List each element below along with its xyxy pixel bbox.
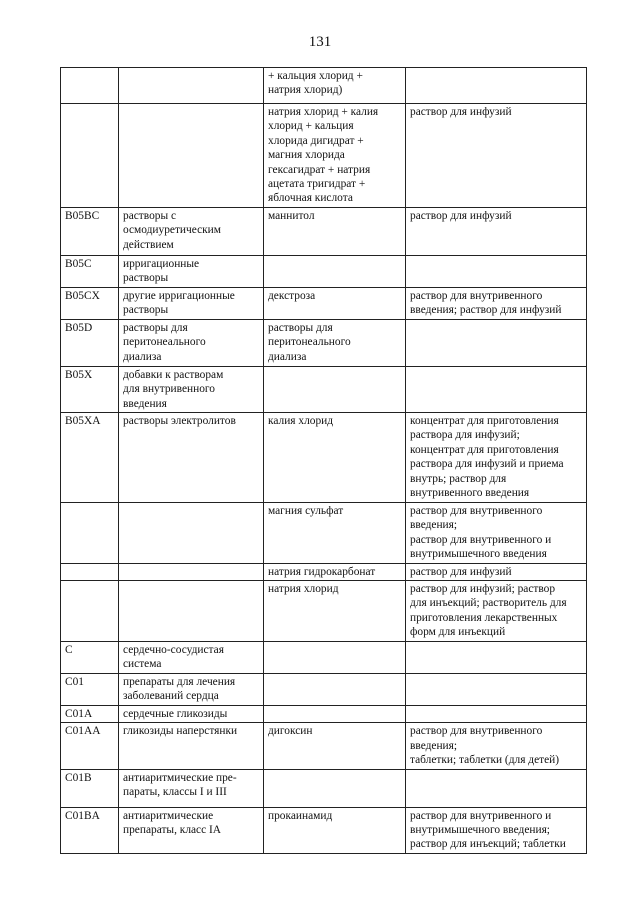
group-name-cell — [119, 256, 264, 288]
drug-name-text: дигоксин — [268, 725, 313, 738]
table-row — [61, 563, 587, 580]
atc-code-text: C01 — [65, 675, 84, 688]
table-row — [61, 68, 587, 104]
table-row — [61, 256, 587, 288]
dosage-form-cell — [406, 256, 587, 288]
drug-name-text: натрия хлорид — [268, 583, 339, 596]
drug-name-cell — [264, 723, 406, 769]
group-name-cell — [119, 104, 264, 208]
drug-name-cell — [264, 581, 406, 642]
drug-name-text: маннитол — [268, 210, 315, 222]
drug-name-cell — [264, 769, 406, 807]
group-name-text: препараты для лечения заболеваний сердца — [123, 675, 236, 703]
dosage-form-cell — [406, 705, 587, 722]
drug-name-text: + кальция хлорид + натрия хлорид) — [268, 70, 363, 97]
dosage-form-cell — [406, 581, 587, 642]
table-body — [61, 68, 587, 854]
group-name-cell — [119, 288, 264, 320]
drug-name-text: прокаинамид — [268, 809, 333, 822]
drug-name-cell — [264, 68, 406, 104]
table-row — [61, 705, 587, 722]
dosage-form-cell — [406, 413, 587, 503]
group-name-text: растворы с осмодиуретическим действием — [123, 210, 221, 251]
group-name-text: антиаритмические препараты, класс IA — [123, 809, 222, 836]
atc-code-text: C01BA — [65, 809, 100, 822]
table-row — [61, 503, 587, 564]
table-row — [61, 366, 587, 412]
dosage-form-text: раствор для внутривенного введения; таблетки; таблетки (для детей) — [410, 725, 560, 767]
group-name-text: гликозиды наперстянки — [123, 725, 238, 738]
group-name-text: сердечные гликозиды — [123, 707, 228, 720]
atc-code-text: B05XA — [65, 415, 101, 428]
atc-code-cell — [61, 319, 119, 366]
group-name-text: ирригационные растворы — [123, 258, 200, 285]
dosage-form-text: раствор для внутривенного и внутримышечного введения; раствор для инъекций; таблетки — [410, 809, 566, 851]
table-row — [61, 769, 587, 807]
group-name-cell — [119, 366, 264, 412]
dosage-form-cell — [406, 723, 587, 769]
table-row — [61, 413, 587, 503]
page-number: 131 — [308, 34, 332, 50]
atc-code-cell — [61, 256, 119, 288]
table-row — [61, 581, 587, 642]
dosage-form-text: раствор для инфузий — [410, 565, 512, 578]
medication-table — [60, 67, 587, 854]
atc-code-cell — [61, 68, 119, 104]
atc-code-text: C01A — [65, 707, 93, 720]
group-name-cell — [119, 503, 264, 564]
drug-name-text: натрия хлорид + калия хлорид + кальция хлорида дигидрат + магния хлорида гексагидрат + натрия ацетата тригидрат + яблочная кислота — [268, 106, 379, 205]
atc-code-cell — [61, 705, 119, 722]
table-row — [61, 723, 587, 769]
group-name-cell — [119, 581, 264, 642]
group-name-text: другие ирригационные растворы — [123, 290, 235, 317]
atc-code-text: B05CX — [65, 290, 100, 302]
atc-code-cell — [61, 723, 119, 769]
group-name-text: антиаритмические пре- параты, классы I и III — [123, 771, 237, 798]
drug-name-cell — [264, 208, 406, 256]
atc-code-cell — [61, 642, 119, 674]
atc-code-cell — [61, 563, 119, 580]
atc-code-cell — [61, 581, 119, 642]
atc-code-text: C — [65, 644, 73, 657]
table-row — [61, 104, 587, 208]
drug-name-cell — [264, 503, 406, 564]
drug-name-cell — [264, 256, 406, 288]
drug-name-cell — [264, 705, 406, 722]
drug-name-cell — [264, 319, 406, 366]
dosage-form-cell — [406, 319, 587, 366]
dosage-form-text: раствор для инфузий; раствор для инъекций; растворитель для приготовления лекарственных форм для инъекций — [410, 583, 567, 639]
atc-code-text: B05X — [65, 368, 93, 381]
dosage-form-cell — [406, 642, 587, 674]
atc-code-cell — [61, 769, 119, 807]
group-name-cell — [119, 208, 264, 256]
group-name-cell — [119, 319, 264, 366]
table-row — [61, 673, 587, 705]
atc-code-cell — [61, 208, 119, 256]
group-name-text: добавки к растворам для внутривенного введения — [123, 368, 224, 410]
group-name-cell — [119, 807, 264, 853]
drug-name-cell — [264, 642, 406, 674]
dosage-form-cell — [406, 68, 587, 104]
dosage-form-cell — [406, 769, 587, 807]
dosage-form-cell — [406, 104, 587, 208]
table-row — [61, 208, 587, 256]
dosage-form-cell — [406, 563, 587, 580]
group-name-text: сердечно-сосудистая система — [123, 644, 224, 671]
drug-name-text: магния сульфат — [268, 505, 344, 518]
atc-code-cell — [61, 807, 119, 853]
group-name-text: растворы электролитов — [123, 415, 236, 428]
atc-code-cell — [61, 503, 119, 564]
group-name-cell — [119, 68, 264, 104]
drug-name-cell — [264, 563, 406, 580]
dosage-form-cell — [406, 503, 587, 564]
group-name-cell — [119, 673, 264, 705]
drug-name-text: калия хлорид — [268, 415, 334, 428]
atc-code-cell — [61, 413, 119, 503]
table-row — [61, 642, 587, 674]
dosage-form-text: концентрат для приготовления раствора для инфузий; концентрат для приготовления раствора для инфузий и приема внутрь; раствор для внутривенного введения — [410, 415, 564, 500]
group-name-text: растворы для перитонеального диализа — [123, 321, 206, 363]
group-name-cell — [119, 642, 264, 674]
drug-name-cell — [264, 807, 406, 853]
group-name-cell — [119, 705, 264, 722]
drug-name-cell — [264, 366, 406, 412]
table-row — [61, 288, 587, 320]
table-row — [61, 807, 587, 853]
atc-code-text: C01B — [65, 771, 92, 784]
dosage-form-text: раствор для инфузий — [410, 210, 512, 222]
dosage-form-cell — [406, 288, 587, 320]
group-name-cell — [119, 723, 264, 769]
drug-name-cell — [264, 413, 406, 503]
atc-code-text: C01AA — [65, 725, 101, 738]
table-row — [61, 319, 587, 366]
atc-code-cell — [61, 104, 119, 208]
group-name-cell — [119, 769, 264, 807]
atc-code-cell — [61, 673, 119, 705]
dosage-form-cell — [406, 208, 587, 256]
dosage-form-cell — [406, 366, 587, 412]
atc-code-cell — [61, 366, 119, 412]
atc-code-cell — [61, 288, 119, 320]
drug-name-cell — [264, 104, 406, 208]
dosage-form-text: раствор для инфузий — [410, 106, 512, 118]
dosage-form-cell — [406, 807, 587, 853]
group-name-cell — [119, 563, 264, 580]
drug-name-cell — [264, 673, 406, 705]
dosage-form-text: раствор для внутривенного введения; раствор для инфузий — [410, 290, 562, 317]
group-name-cell — [119, 413, 264, 503]
atc-code-text: B05BC — [65, 210, 100, 222]
dosage-form-cell — [406, 673, 587, 705]
drug-name-text: растворы для перитонеального диализа — [268, 321, 351, 363]
atc-code-text: B05D — [65, 321, 93, 334]
dosage-form-text: раствор для внутривенного введения; раствор для внутривенного и внутримышечного введения — [410, 505, 552, 561]
drug-name-cell — [264, 288, 406, 320]
drug-name-text: декстроза — [268, 290, 316, 302]
drug-name-text: натрия гидрокарбонат — [268, 565, 376, 578]
atc-code-text: B05C — [65, 258, 92, 270]
